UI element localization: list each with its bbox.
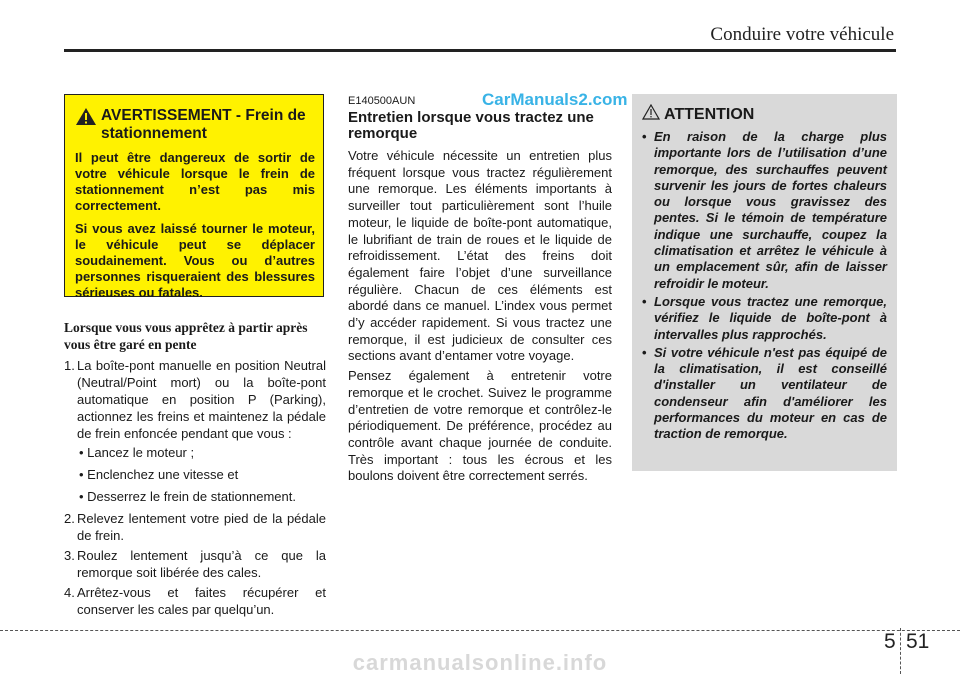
- bullet-mark: •: [642, 344, 647, 360]
- middle-column: [348, 90, 628, 488]
- step-text: Roulez lentement jusqu’à ce que la remorque soit libérée des cales.: [77, 548, 326, 580]
- section-code: E140500AUN: [348, 95, 416, 107]
- bullet-item: • Lancez le moteur ;: [79, 445, 195, 460]
- bullet-item: • Enclenchez une vitesse et: [79, 467, 239, 482]
- attention-item-text: En raison de la charge plus importante lors de l’utilisation d’une remorque, des surchauffes peuvent survenir les jours de fortes chaleurs ou lorsque vous gravissez des pentes. Si le témoin de température indique une surchauffe, coupez la climatisation et arrêtez le véhicule à un emplacement sûr, afin de laisser refroidir le moteur.: [654, 129, 887, 291]
- step-item: [64, 547, 326, 581]
- site-watermark[interactable]: CarManuals2.com: [482, 90, 628, 109]
- footer-watermark: carmanualsonline.info: [352, 650, 608, 675]
- step-item: [64, 510, 326, 544]
- bullet-mark: •: [642, 293, 647, 309]
- steps-list: [64, 357, 326, 618]
- section-heading: Lorsque vous vous apprêtez à partir après vous être garé en pente: [64, 320, 308, 352]
- warning-box: [64, 94, 324, 300]
- attention-item-text: Si votre véhicule n'est pas équipé de la climatisation, il est conseillé d'installer un ventilateur de condenseur afin d'améliorer les performances du moteur en cas de traction de remorque.: [654, 344, 887, 442]
- step-item: [64, 584, 326, 618]
- attention-item: [642, 294, 887, 343]
- left-column: [64, 320, 326, 621]
- attention-item-text: Lorsque vous tractez une remorque, vérifiez le liquide de boîte-pont à intervalles plus rapprochés.: [654, 293, 887, 342]
- warning-paragraph: Si vous avez laissé tourner le moteur, le véhicule peut se déplacer soudainement. Vous ou d’autres personnes risqueraient des blessures sérieuses ou fatales.: [75, 221, 315, 300]
- page-number: 51: [906, 630, 930, 653]
- attention-item: [642, 129, 887, 292]
- attention-list: [642, 129, 887, 443]
- warning-paragraph: Il peut être dangereux de sortir de votre véhicule lorsque le frein de stationnement n’est pas mis correctement.: [75, 150, 315, 213]
- step-number: 1.: [64, 358, 75, 373]
- warning-title: AVERTISSEMENT - Frein de stationnement: [101, 107, 306, 142]
- attention-item: [642, 345, 887, 443]
- chapter-number: 5: [884, 630, 896, 653]
- page-header-title: Conduire votre véhicule: [710, 24, 894, 45]
- step-text: Arrêtez-vous et faites récupérer et conserver les cales par quelqu’un.: [77, 585, 326, 617]
- step-text: Relevez lentement votre pied de la pédale de frein.: [77, 511, 326, 543]
- step-item: [64, 357, 326, 505]
- warning-triangle-icon: [75, 107, 101, 131]
- attention-box: [632, 94, 897, 471]
- section-title: Entretien lorsque vous tractez une remorque: [348, 109, 594, 142]
- attention-title: ATTENTION: [664, 105, 755, 123]
- bullet-item: • Desserrez le frein de stationnement.: [79, 489, 296, 504]
- body-paragraph: Pensez également à entretenir votre remorque et le crochet. Suivez le programme d’entretien de votre remorque et contrôlez-le périodiquement. De préférence, procédez au contrôle avant chaque journée de conduite. Très important : tous les écrous et les boulons doivent être correctement serrés.: [348, 368, 612, 484]
- bullet-mark: •: [642, 129, 647, 144]
- step-number: 2.: [64, 511, 75, 526]
- step-number: 4.: [64, 585, 75, 600]
- body-paragraph: Votre véhicule nécessite un entretien plus fréquent lorsque vous tractez régulièrement une remorque. Les éléments importants à surveiller tout particulièrement sont l’huile moteur, le liquide de boîte-pont automatique, le lubrifiant de train de roues et le liquide de refroidissement. L’état des freins doit également faire l’objet d’une surveillance régulière. Chacun de ces éléments est abordé dans ce manuel. L’index vous permet d’y accéder rapidement. Si vous tractez une remorque, il est judicieux de consulter ces sections avant d’entamer votre voyage.: [348, 148, 612, 364]
- caution-triangle-icon: [642, 104, 662, 125]
- step-number: 3.: [64, 548, 75, 563]
- header-rule: [64, 49, 896, 52]
- step-text: La boîte-pont manuelle en position Neutral (Neutral/Point mort) ou la boîte-pont automatique en position P (Parking), actionnez les freins et maintenez la pédale de frein enfoncée pendant que vous :: [77, 358, 326, 441]
- footer-rule: [0, 630, 960, 631]
- bullet-list: [77, 444, 326, 505]
